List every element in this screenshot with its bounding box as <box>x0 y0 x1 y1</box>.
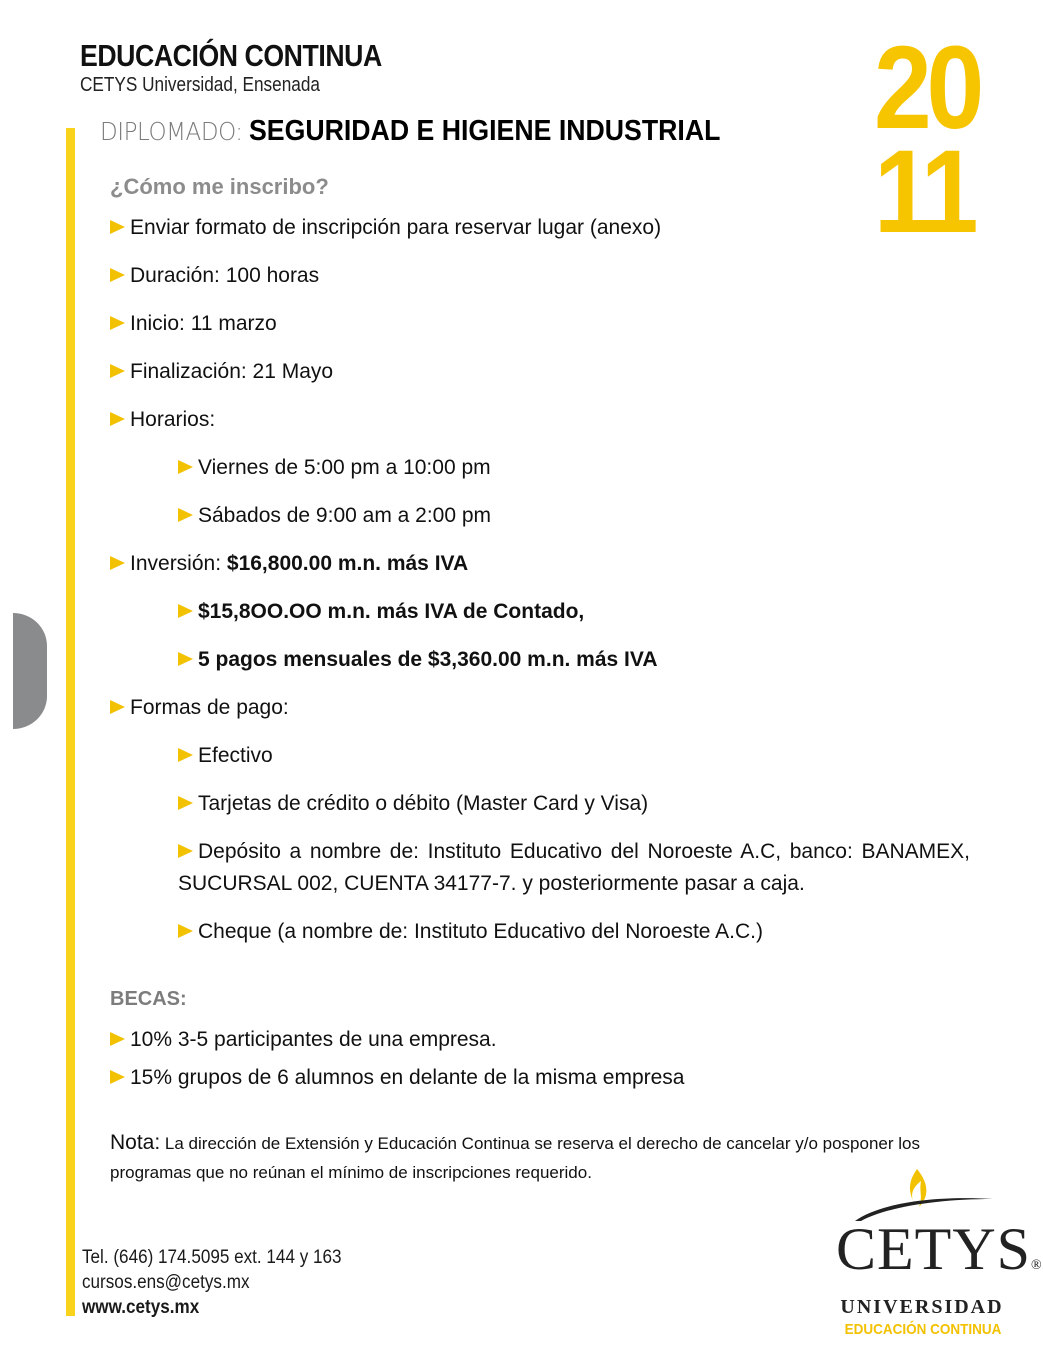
arrow-bullet-icon <box>178 508 193 522</box>
item-text: 5 pagos mensuales de $3,360.00 m.n. más IVA <box>198 648 658 671</box>
note-text: La dirección de Extensión y Educación Continua se reserva el derecho de cancelar y/o posponer los programas que no reúnan el mínimo de inscripciones requerido. <box>110 1134 920 1182</box>
contact-info <box>82 1245 342 1320</box>
payment-method <box>110 740 970 788</box>
arrow-bullet-icon <box>110 1070 125 1084</box>
list-item <box>110 212 970 260</box>
arrow-bullet-icon <box>110 412 125 426</box>
becas-list <box>110 1024 685 1100</box>
item-text: Cheque (a nombre de: Instituto Educativo del Noroeste A.C.) <box>198 920 763 943</box>
course-prefix: DIPLOMADO: <box>100 117 243 146</box>
item-text: Finalización: 21 Mayo <box>130 360 334 383</box>
schedule-item <box>110 500 970 548</box>
arrow-bullet-icon <box>178 604 193 618</box>
arrow-bullet-icon <box>110 268 125 282</box>
list-item <box>110 1062 685 1100</box>
item-text: Efectivo <box>198 744 273 767</box>
item-text: Tarjetas de crédito o débito (Master Card y Visa) <box>198 792 649 815</box>
course-name: SEGURIDAD E HIGIENE INDUSTRIAL <box>249 115 721 147</box>
side-tab-decoration <box>13 613 47 729</box>
arrow-bullet-icon <box>178 844 193 858</box>
item-text: Formas de pago: <box>130 696 289 719</box>
arrow-bullet-icon <box>178 796 193 810</box>
arrow-bullet-icon <box>110 364 125 378</box>
arrow-bullet-icon <box>178 652 193 666</box>
list-item <box>110 1024 685 1062</box>
enrollment-heading: ¿Cómo me inscribo? <box>110 174 329 199</box>
arrow-bullet-icon <box>110 220 125 234</box>
contact-website[interactable]: www.cetys.mx <box>82 1297 200 1318</box>
contact-phone: Tel. (646) 174.5095 ext. 144 y 163 <box>82 1247 342 1268</box>
schedule-item <box>110 452 970 500</box>
becas-heading: BECAS: <box>110 988 187 1010</box>
item-text: Viernes de 5:00 pm a 10:00 pm <box>198 456 491 479</box>
org-title: EDUCACIÓN CONTINUA <box>80 38 382 73</box>
year-top: 20 <box>874 22 979 154</box>
logo-subtitle: UNIVERSIDAD <box>840 1296 1004 1318</box>
enrollment-section <box>110 170 970 964</box>
investment-option <box>110 596 970 644</box>
investment-item <box>110 548 970 596</box>
arrow-bullet-icon <box>110 700 125 714</box>
cetys-logo <box>836 1165 1043 1338</box>
arrow-bullet-icon <box>110 1032 125 1046</box>
payment-method <box>110 916 970 964</box>
logo-wordmark <box>836 1216 1043 1294</box>
list-item <box>110 404 970 452</box>
course-title <box>100 115 762 148</box>
registered-mark: ® <box>1031 1258 1043 1273</box>
item-text: Duración: 100 horas <box>130 264 320 287</box>
investment-amount: $16,800.00 m.n. más IVA <box>226 552 469 575</box>
item-text: Enviar formato de inscripción para reservar lugar (anexo) <box>130 216 662 239</box>
payment-method <box>110 836 970 900</box>
item-text: Depósito a nombre de: Instituto Educativo del Noroeste A.C, banco: BANAMEX, SUCURSAL 002, CUENTA 34177-7. y posteriormente pasar a caja. <box>178 840 970 895</box>
accent-bar <box>66 128 75 1316</box>
item-text: 15% grupos de 6 alumnos en delante de la misma empresa <box>130 1066 685 1089</box>
arrow-bullet-icon <box>110 556 125 570</box>
note-label: Nota: <box>110 1131 161 1154</box>
org-subtitle: CETYS Universidad, Ensenada <box>80 74 320 96</box>
arrow-bullet-icon <box>110 316 125 330</box>
arrow-bullet-icon <box>178 924 193 938</box>
item-text: Inicio: 11 marzo <box>130 312 277 335</box>
arrow-bullet-icon <box>178 460 193 474</box>
item-text: 10% 3-5 participantes de una empresa. <box>130 1028 497 1051</box>
logo-wordmark-text: CETYS <box>836 1216 1032 1282</box>
list-item <box>110 308 970 356</box>
item-text: Sábados de 9:00 am a 2:00 pm <box>198 504 492 527</box>
org-header <box>80 40 431 97</box>
list-item <box>110 356 970 404</box>
payment-method <box>110 788 970 836</box>
arrow-bullet-icon <box>178 748 193 762</box>
investment-label: Inversión: <box>130 552 227 575</box>
contact-email[interactable]: cursos.ens@cetys.mx <box>82 1272 250 1293</box>
item-text: Horarios: <box>130 408 216 431</box>
logo-tagline: EDUCACIÓN CONTINUA <box>844 1321 1002 1338</box>
item-text: $15,8OO.OO m.n. más IVA de Contado, <box>198 600 585 623</box>
investment-option <box>110 644 970 692</box>
payment-heading-item <box>110 692 970 740</box>
year-bottom: 11 <box>874 126 974 258</box>
list-item <box>110 260 970 308</box>
